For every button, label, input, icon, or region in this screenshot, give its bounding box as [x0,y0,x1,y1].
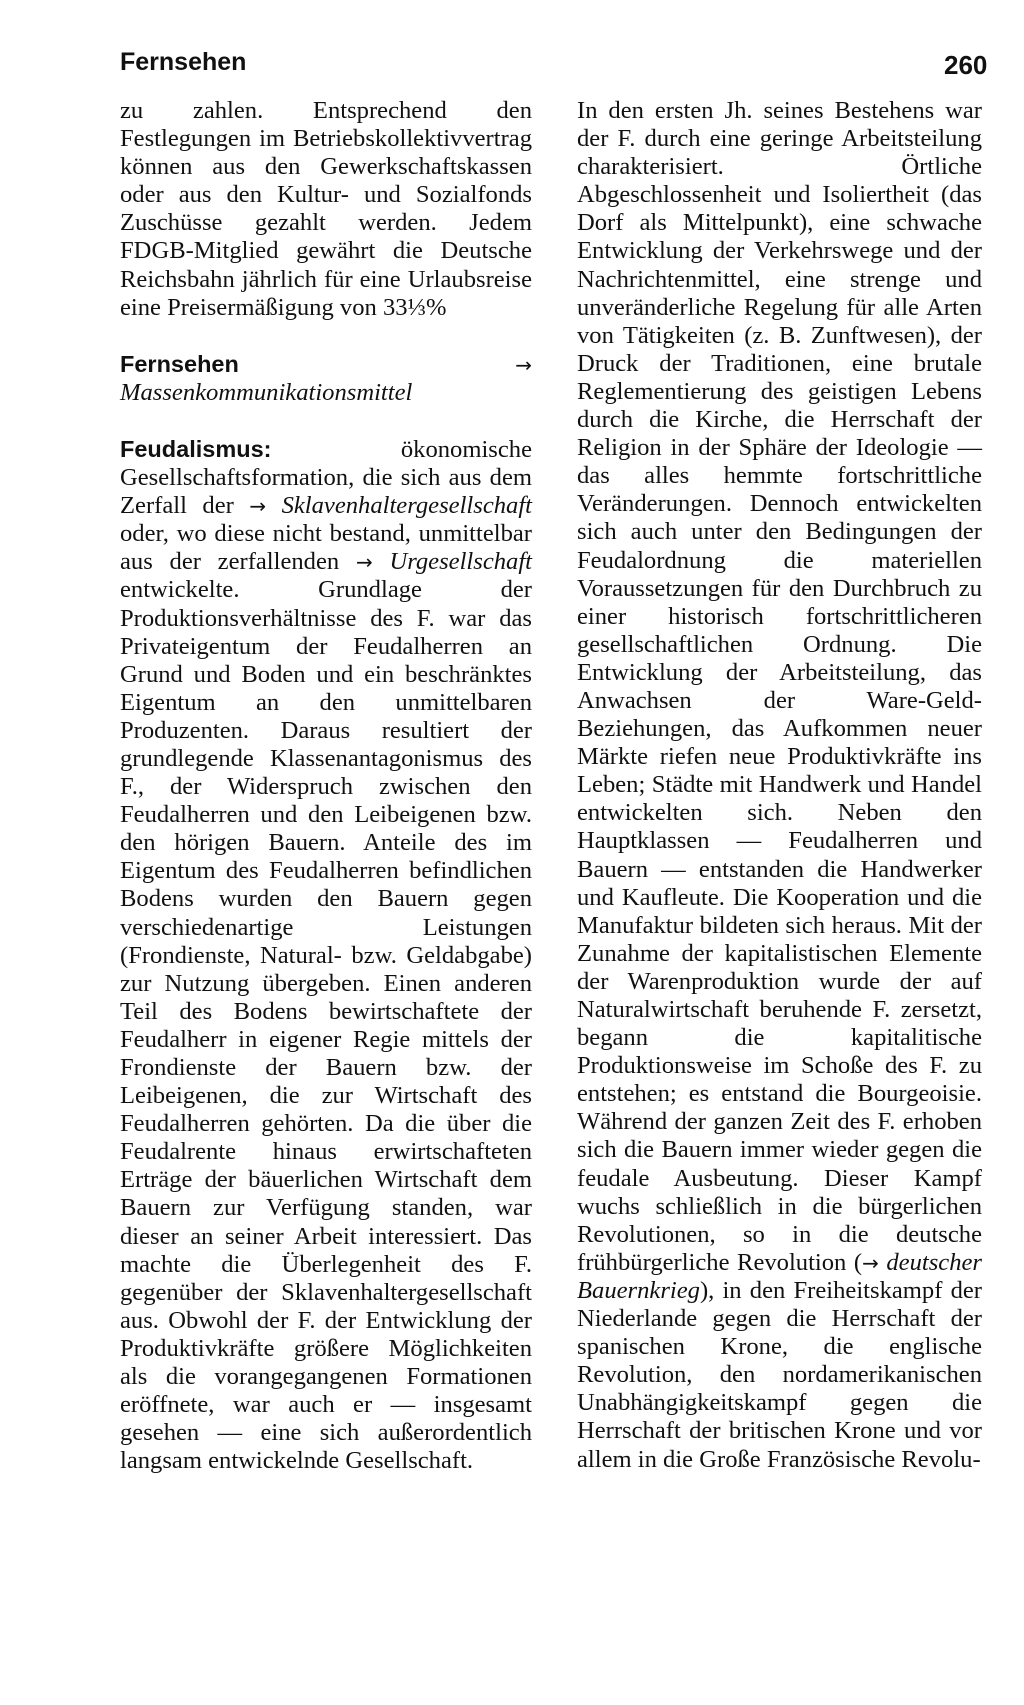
running-head [120,42,1024,82]
continued-paragraph: zu zahlen. Entsprechend den Festlegungen im Betriebskollektivvertrag können aus den Gewerkschaftskassen oder aus den Kultur- und Sozialfonds Zuschüsse gezahlt werden. Jedem FDGB-Mitglied gewährt die Deutsche Reichsbahn jährlich für eine Urlaubsreise eine Preisermäßigung von 33⅓% [120,97,532,321]
entry-text: ökonomische Gesellschaftsformation, die sich aus dem Zerfall der [120,435,532,520]
lemma-feudalismus: Feudalismus: [120,435,272,462]
entry-text: oder, wo diese nicht bestand, unmittelbar aus der zerfallenden [120,520,532,576]
cross-reference-sklavenhaltergesellschaft[interactable]: Sklavenhaltergesellschaft [281,492,532,520]
page-number: 260 [944,50,988,80]
cross-reference-arrow-icon: → [862,1250,879,1275]
running-head-word: Fernsehen [120,48,247,76]
entry-text: In den ersten Jh. seines Bestehens war der F. durch eine geringe Arbeitsteilung charakterisiert. Örtliche Abgeschlossenheit und Isoliertheit (das Dorf als Mittelpunkt), eine schwache Entwicklung der Verkehrswege und der Nachrichtenmittel, eine strenge und unveränderliche Regelung für alle Arten von Tätigkeiten (z. B. Zunftwesen), der Druck der Traditionen, eine brutale Reglementierung des geistigen Lebens durch die Kirche, die Herrschaft der Religion in der Sphäre der Ideologie — das alles hemmte fortschrittliche Veränderungen. Dennoch entwickelten sich auch unter den Bedingungen der Feudalordnung die materiellen Voraussetzungen für den Durchbruch zu einer historisch fortschrittlicheren gesellschaftlichen Ordnung. Die Entwicklung der Arbeitsteilung, das Anwachsen der Ware-Geld-Beziehungen, das Aufkommen neuer Märkte riefen neue Produktivkräfte ins Leben; Städte mit Handwerk und Handel entwickelten sich. Neben den Hauptklassen — Feudalherren und Bauern — entstanden die Handwerker und Kaufleute. Die Kooperation und die Manufaktur bildeten sich heraus. Mit der Zunahme der kapitalistischen Elemente der Warenproduktion wurde der auf Naturalwirtschaft beruhende F. zersetzt, begann die kapitalitische Produktionsweise im Schoße des F. zu entstehen; es entstand die Bourgeoisie. Während der ganzen Zeit des F. erhoben sich die Bauern immer wieder gegen die feudale Ausbeutung. Dieser Kampf wuchs schließlich in die bürgerlichen Revolutionen, so in die deutsche frühbürgerliche Revolution ( [577,97,982,1276]
cross-reference-arrow-icon: → [355,550,373,575]
right-column [577,97,982,1474]
entry-text: ), in den Freiheitskampf der Niederlande gegen die Herrschaft der spanischen Krone, die englische Revolution, den nordamerikanischen Unabhängigkeitskampf gegen die Herrschaft der britischen Krone und vor allem in die Große Französische Revolu- [577,1276,982,1473]
cross-reference-urgesellschaft[interactable]: Urgesellschaft [389,548,532,576]
entry-spacer [120,322,532,350]
continued-entry-feudalismus [577,97,982,1474]
entry-text: entwickelte. Grundlage der Produktionsverhältnisse des F. war das Privateigentum der Feudalherren an Grund und Boden und ein beschränktes Eigentum an den unmittelbaren Produzenten. Daraus resultiert der grundlegende Klassenantagonismus des F., der Widerspruch zwischen den Feudalherren und den Leibeigenen bzw. den hörigen Bauern. Anteile des im Eigentum des Feudalherren befindlichen Bodens wurden den Bauern gegen verschiedenartige Leistungen (Frondienste, Natural- bzw. Geldabgabe) zur Nutzung übergeben. Einen anderen Teil des Bodens bewirtschaftete der Feudalherr in eigener Regie mittels der Frondienste der Bauern bzw. der Leibeigenen, die zur Wirtschaft des Feudalherren gehörten. Da die über die Feudalrente hinaus erwirtschafteten Erträge der bäuerlichen Wirtschaft dem Bauern zur Verfügung standen, war dieser an seiner Arbeit interessiert. Das machte die Überlegenheit des F. gegenüber der Sklavenhaltergesellschaft aus. Obwohl der F. der Entwicklung der Produktivkräfte größere Möglichkeiten als die vorangegangenen Formationen eröffnete, war auch er — insgesamt gesehen — eine sich außerordentlich langsam entwickelnde Gesellschaft. [120,576,532,1475]
entry-spacer [120,407,532,435]
left-column [120,97,532,1475]
cross-reference-deutscher-bauernkrieg[interactable]: deutscher Bauernkrieg [577,1248,982,1304]
entry-fernsehen [120,350,532,407]
cross-reference-arrow-icon: → [515,352,532,377]
entry-feudalismus [120,435,532,1475]
lemma-fernsehen: Fernsehen [120,350,239,377]
cross-reference-arrow-icon: → [249,494,267,519]
cross-reference-massenkommunikationsmittel[interactable]: Massenkommunikationsmittel [120,378,413,406]
